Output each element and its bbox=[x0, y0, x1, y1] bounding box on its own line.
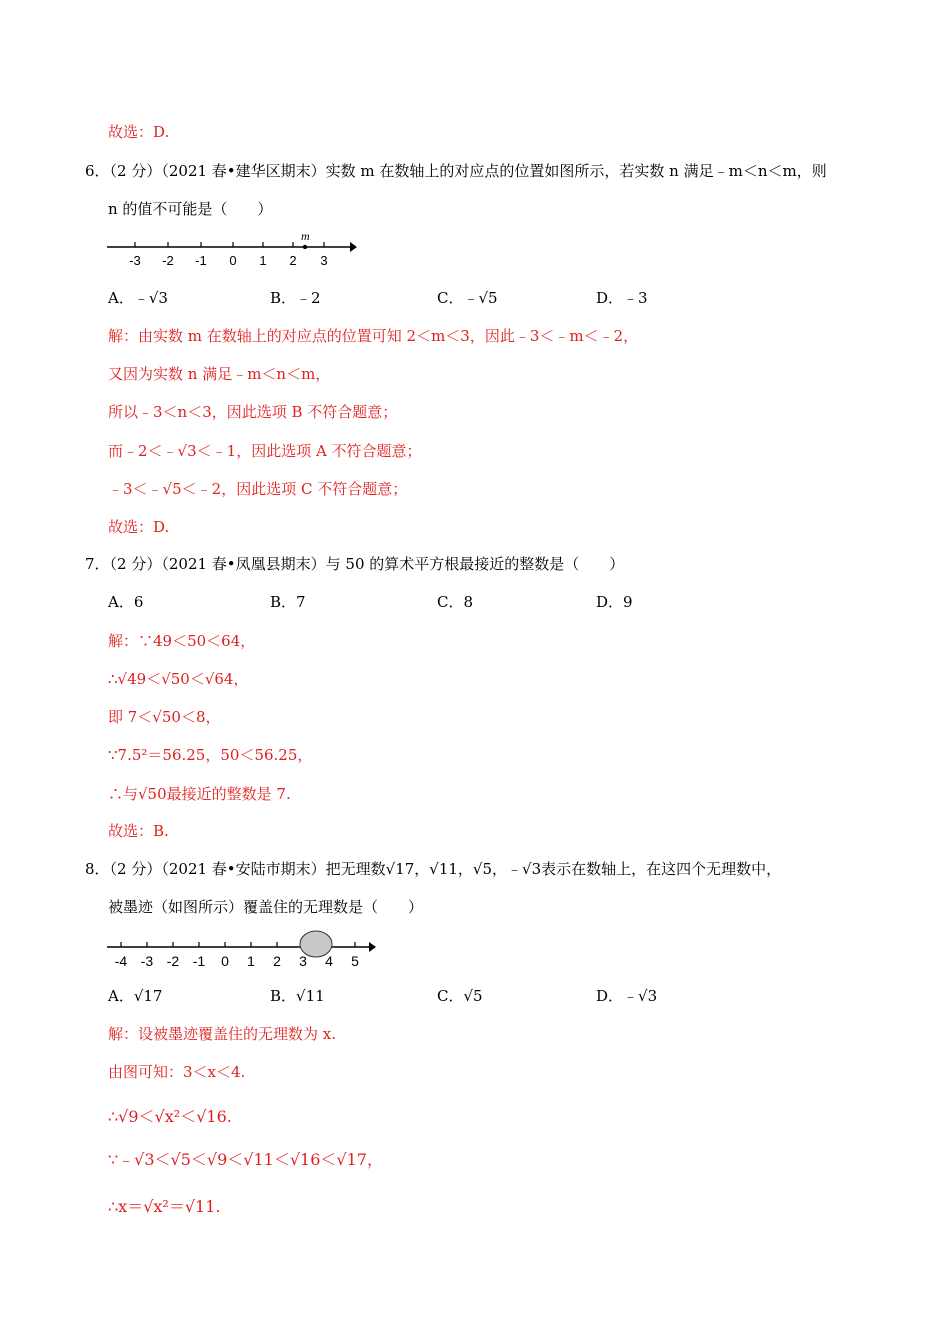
solution-line: 解：设被墨迹覆盖住的无理数为 x. bbox=[108, 1025, 336, 1043]
tick-label: -1 bbox=[195, 253, 207, 268]
number-line-q6 bbox=[105, 228, 360, 270]
tick-label: -2 bbox=[162, 253, 174, 268]
option-c: C．8 bbox=[437, 593, 474, 611]
option-d: D．﹣3 bbox=[596, 289, 648, 307]
ink-blot bbox=[300, 931, 332, 957]
solution-line: ∴√9＜√x²＜√16. bbox=[108, 1107, 232, 1126]
question-8-stem-cont: 被墨迹（如图所示）覆盖住的无理数是（ ） bbox=[108, 898, 424, 916]
tick-label: -3 bbox=[140, 953, 154, 969]
option-b: B．﹣2 bbox=[270, 289, 321, 307]
answer-line: 故选：D. bbox=[108, 518, 170, 536]
option-d: D．﹣√3 bbox=[596, 987, 658, 1005]
option-c: C．﹣√5 bbox=[437, 289, 498, 307]
tick-label: 2 bbox=[273, 953, 281, 969]
answer-line: 故选：B. bbox=[108, 822, 169, 840]
option-a: A．﹣√3 bbox=[108, 289, 168, 307]
solution-line: ∴x＝√x²＝√11. bbox=[108, 1197, 221, 1216]
tick-label: 4 bbox=[325, 953, 333, 969]
solution-line: 又因为实数 n 满足﹣m＜n＜m， bbox=[108, 365, 331, 383]
option-a: A．6 bbox=[108, 593, 144, 611]
tick-label: -1 bbox=[192, 953, 206, 969]
tick-label: -3 bbox=[129, 253, 141, 268]
solution-line: ∵7.5²＝56.25，50＜56.25， bbox=[108, 746, 313, 764]
tick-label: 0 bbox=[229, 253, 237, 268]
tick-label: 3 bbox=[320, 253, 328, 268]
option-b: B．√11 bbox=[270, 987, 325, 1005]
point-m-label: m bbox=[301, 229, 310, 243]
tick-label: 5 bbox=[351, 953, 359, 969]
tick-label: 1 bbox=[259, 253, 267, 268]
option-a: A．√17 bbox=[108, 987, 163, 1005]
question-6-stem-cont: n 的值不可能是（ ） bbox=[108, 200, 273, 218]
option-c: C．√5 bbox=[437, 987, 483, 1005]
number-line-q8 bbox=[105, 928, 385, 972]
question-6-stem: 6．（2 分）（2021 春•建华区期末）实数 m 在数轴上的对应点的位置如图所示，若实数 n 满足﹣m＜n＜m，则 bbox=[85, 162, 827, 180]
solution-line: 而﹣2＜﹣√3＜﹣1，因此选项 A 不符合题意； bbox=[108, 442, 422, 460]
tick-label: -2 bbox=[166, 953, 180, 969]
tick-label: 3 bbox=[299, 953, 307, 969]
question-8-stem: 8．（2 分）（2021 春•安陆市期末）把无理数√17，√11，√5，﹣√3表示在数轴上，在这四个无理数中， bbox=[85, 860, 782, 878]
solution-line: 所以﹣3＜n＜3，因此选项 B 不符合题意； bbox=[108, 403, 398, 421]
question-7-stem: 7．（2 分）（2021 春•凤凰县期末）与 50 的算术平方根最接近的整数是（ ） bbox=[85, 555, 625, 573]
solution-line: ∵﹣√3＜√5＜√9＜√11＜√16＜√17， bbox=[108, 1150, 383, 1169]
tick-label: -4 bbox=[114, 953, 128, 969]
option-d: D．9 bbox=[596, 593, 633, 611]
solution-line: 解：∵49＜50＜64， bbox=[108, 632, 256, 650]
solution-line: 解：由实数 m 在数轴上的对应点的位置可知 2＜m＜3，因此﹣3＜﹣m＜﹣2， bbox=[108, 327, 639, 345]
option-b: B．7 bbox=[270, 593, 306, 611]
tick-label: 1 bbox=[247, 953, 255, 969]
solution-line: 由图可知：3＜x＜4. bbox=[108, 1063, 246, 1081]
answer-line: 故选：D. bbox=[108, 123, 170, 141]
solution-line: ∴√49＜√50＜√64， bbox=[108, 670, 249, 688]
tick-label: 0 bbox=[221, 953, 229, 969]
solution-line: ∴与√50最接近的整数是 7. bbox=[108, 785, 291, 803]
solution-line: ﹣3＜﹣√5＜﹣2，因此选项 C 不符合题意； bbox=[108, 480, 408, 498]
tick-label: 2 bbox=[289, 253, 297, 268]
solution-line: 即 7＜√50＜8， bbox=[108, 708, 221, 726]
